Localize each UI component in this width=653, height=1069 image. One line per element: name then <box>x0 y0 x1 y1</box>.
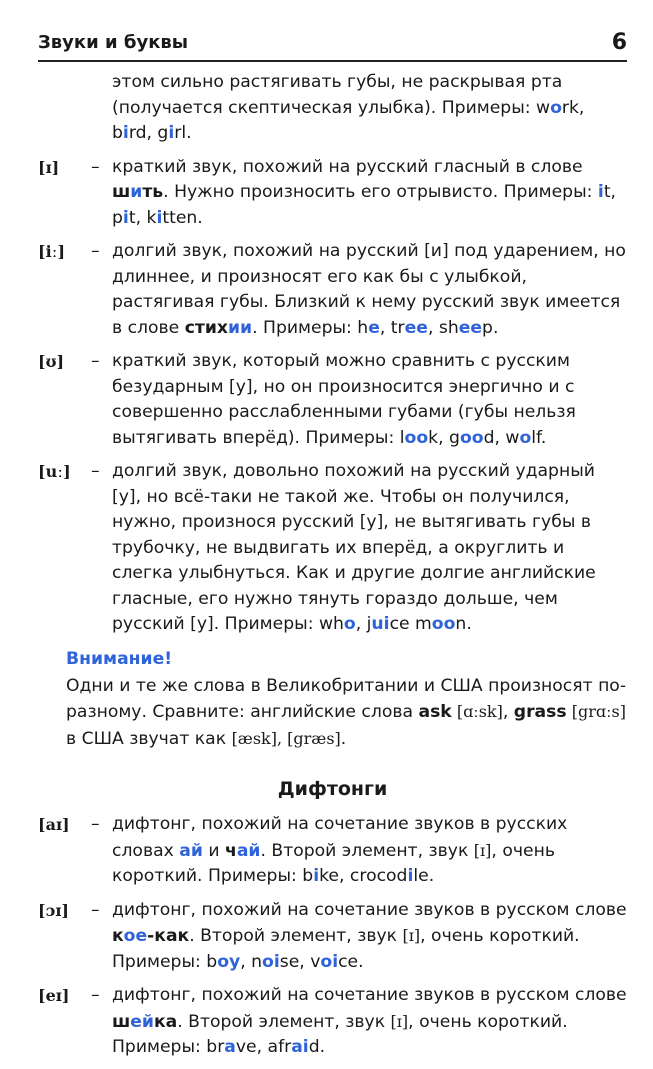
phonetic-symbol: [iː] <box>38 242 66 261</box>
phonetic-symbol: [ʊ] <box>38 352 65 371</box>
phonetic-symbol: [aɪ] <box>38 815 70 834</box>
sound-entry-long-i: [iː] – долгий звук, похожий на русский [и] под ударением, но длиннее, и произносят его как бы с улыбкой, растягивая губы. Близкий к нему русский звук имеется в слове стихии. Примеры: he, tree, sheep. <box>38 239 627 341</box>
sound-entry-long-u: [uː] – долгий звук, довольно похожий на русский ударный [у], но всё-таки не такой же. Чтобы он получился, нужно, произнося русский [у], не вытягивать губы в трубочку, не выдвигать их вперёд, а округлить и слегка улыбнуться. Как и другие долгие английские гласные, его нужно тянуть гораздо дольше, чем русский [у]. Примеры: who, juice moon. <box>38 459 627 638</box>
sound-description: дифтонг, похожий на сочетание звуков в русских словах ай и чай. Второй элемент, звук [ɪ], очень короткий. Примеры: bike, crocodile. <box>112 814 568 886</box>
sound-description: долгий звук, довольно похожий на русский ударный [у], но всё-таки не такой же. Чтобы он получился, нужно, произнося русский [у], не вытягивать губы в трубочку, не выдвигать их вперёд, а округлить и слегка улыбнуться. Как и другие долгие английские гласные, его нужно тянуть гораздо дольше, чем русский [у]. Примеры: who, juice moon. <box>112 461 596 634</box>
phonetic-symbol: [uː] <box>38 462 71 481</box>
sound-entry-short-u: [ʊ] – краткий звук, который можно сравнить с русским безударным [у], но он произносится энергично и с совершенно расслабленными губами (губы нельзя вытягивать вперёд). Примеры: look, good, wolf. <box>38 349 627 451</box>
diphthong-entry-ai: [aɪ] – дифтонг, похожий на сочетание звуков в русских словах ай и чай. Второй элемент, звук [ɪ], очень короткий. Примеры: bike, crocodile. <box>38 812 627 890</box>
continued-paragraph: этом сильно растягивать губы, не раскрывая рта (получается скептическая улыбка). Примеры: work, bird, girl. <box>112 72 585 143</box>
sound-description: дифтонг, похожий на сочетание звуков в русском слове шейка. Второй элемент, звук [ɪ], очень короткий. Примеры: brave, afraid. <box>112 985 627 1057</box>
page-content <box>38 70 627 1069</box>
sound-description: краткий звук, который можно сравнить с русским безударным [у], но он произносится энергично и с совершенно расслабленными губами (губы нельзя вытягивать вперёд). Примеры: look, good, wolf. <box>112 351 576 448</box>
note-text: Одни и те же слова в Великобритании и США произносят по-разному. Сравните: английские слова ask [ɑːsk], grass [grɑːs] в США звучат как [æsk], [græs]. <box>66 675 627 749</box>
diphthong-entry-oi: [ɔɪ] – дифтонг, похожий на сочетание звуков в русском слове кое-как. Второй элемент, звук [ɪ], очень короткий. Примеры: boy, noise, voice. <box>38 898 627 976</box>
sound-description: долгий звук, похожий на русский [и] под ударением, но длиннее, и произносят его как бы с улыбкой, растягивая губы. Близкий к нему русский звук имеется в слове стихии. Примеры: he, tree, sheep. <box>112 241 626 338</box>
phonetic-symbol: [eɪ] <box>38 986 70 1005</box>
section-title: Дифтонги <box>277 778 388 800</box>
sound-description: дифтонг, похожий на сочетание звуков в русском слове кое-как. Второй элемент, звук [ɪ], очень короткий. Примеры: boy, noise, voice. <box>112 899 627 972</box>
diphthong-entry-ei: [eɪ] – дифтонг, похожий на сочетание звуков в русском слове шейка. Второй элемент, звук [ɪ], очень короткий. Примеры: brave, afraid. <box>38 983 627 1061</box>
page-header <box>38 30 627 62</box>
note-title: Внимание! <box>66 648 173 669</box>
phonetic-symbol: [ɪ] <box>38 157 60 177</box>
sound-entry-short-i: [ɪ] – краткий звук, похожий на русский гласный в слове шить. Нужно произносить его отрывисто. Примеры: it, pit, kitten. <box>38 155 627 232</box>
chapter-title: Звуки и буквы <box>38 32 189 53</box>
phonetic-symbol: [ɔɪ] <box>38 900 69 920</box>
page-number: 6 <box>611 30 627 55</box>
sound-description: краткий звук, похожий на русский гласный в слове шить. Нужно произносить его отрывисто. Примеры: it, pit, kitten. <box>112 156 617 228</box>
